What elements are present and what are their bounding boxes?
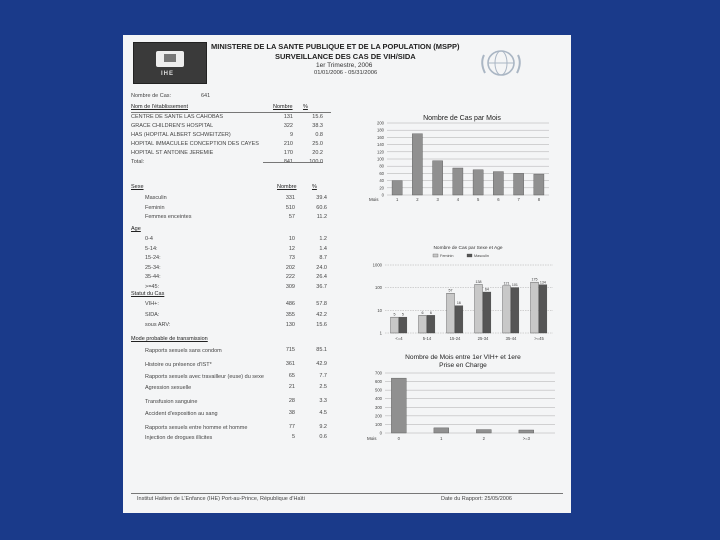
x-tick-label: 1 (395, 197, 399, 202)
ihe-logo (133, 42, 207, 84)
transmission-row-pct: 4.5 (319, 410, 327, 416)
transmission-row-name: Injection de drogues illicites (145, 435, 213, 441)
establishments-row-num: 9 (289, 132, 293, 138)
data-label: 175 (531, 277, 538, 282)
establishments-row-pct: 20.2 (312, 150, 323, 156)
statut-row-name: VIH+: (145, 301, 159, 307)
y-tick-label: 180 (377, 127, 384, 133)
y-tick-label: 80 (379, 163, 384, 169)
report-page (123, 35, 571, 513)
data-label: 138 (475, 279, 482, 284)
y-tick-label: 300 (375, 404, 382, 410)
age-row-pct: 24.0 (316, 264, 327, 271)
establishments-row-num: 131 (283, 114, 293, 120)
legend-swatch (433, 254, 438, 257)
y-tick-label: 140 (377, 142, 384, 148)
bar (503, 286, 511, 333)
bar (419, 315, 427, 333)
age-row-num: 222 (285, 274, 295, 280)
x-tick-label: <=4 (395, 336, 403, 341)
transmission-row-num: 361 (285, 361, 295, 367)
bar (531, 282, 539, 333)
data-label: 5 (401, 312, 404, 317)
bar (412, 134, 422, 195)
sexe-row-num: 331 (285, 195, 295, 201)
bar (476, 430, 491, 433)
x-tick-label: 15-24 (449, 336, 461, 341)
sexe-row-name: Masculin (145, 195, 167, 201)
data-label: 16 (456, 301, 461, 306)
chart-title-line1: Nombre de Mois entre 1er VIH+ et 1ere (405, 354, 521, 361)
chart-cases-sex-age (363, 243, 559, 345)
bar (434, 428, 449, 433)
age-row-num: 73 (288, 255, 295, 261)
establishments-header: Nom de l'établissement (131, 104, 188, 110)
establishments-row-num: 841 (283, 159, 293, 165)
x-tick-label: 2 (482, 436, 485, 441)
age-row-num: 309 (285, 283, 295, 290)
establishments-row-name: GRACE CHILDREN'S HOSPITAL (131, 123, 214, 129)
sexe-row-name: Feminin (145, 204, 165, 211)
transmission-row-num: 5 (291, 434, 295, 440)
establishments-col-pct: % (303, 104, 308, 110)
transmission-row-num: 28 (288, 398, 295, 404)
legend-swatch (467, 254, 472, 257)
data-label: 121 (503, 281, 510, 286)
bar (511, 288, 519, 333)
statut-row-num: 355 (285, 311, 295, 318)
data-label: 134 (539, 280, 546, 285)
y-tick-label: 100 (375, 421, 382, 427)
bar (539, 285, 547, 333)
transmission-row-name: Rapports sexuels avec travailleur (euse) du sexe (145, 374, 264, 380)
x-tick-label: >=3 (522, 436, 530, 441)
x-tick-label: 4 (456, 197, 460, 202)
x-axis-label: Mois (369, 197, 379, 202)
y-tick-label: 600 (375, 379, 382, 385)
sexe-row-pct: 60.6 (316, 204, 327, 211)
age-row-name: 25-34: (145, 264, 161, 271)
y-tick-label: 160 (377, 134, 384, 140)
bar (391, 378, 406, 433)
establishments-row-pct: 15.6 (312, 114, 323, 120)
establishments-row-num: 210 (283, 141, 293, 147)
chart-months-to-care (365, 351, 561, 443)
transmission-row-num: 77 (288, 424, 295, 430)
bar (514, 173, 524, 195)
transmission-row-name: Rapports sexuels entre homme et homme (145, 425, 248, 431)
bar (473, 170, 483, 195)
report-dates: 01/01/2006 - 05/31/2006 (314, 70, 378, 76)
y-tick-label: 20 (379, 185, 384, 191)
transmission-row-pct: 7.7 (319, 373, 327, 379)
transmission-row-num: 65 (288, 373, 295, 379)
logo-text: IHE (161, 71, 175, 77)
transmission-row-pct: 2.5 (319, 384, 327, 390)
bar (534, 174, 544, 195)
y-tick-label: 100 (375, 285, 382, 291)
y-tick-label: 10 (377, 307, 382, 313)
age-header: Age (131, 226, 141, 232)
sexe-row-name: Femmes enceintes (145, 214, 192, 220)
age-row-pct: 26.4 (316, 274, 327, 280)
transmission-header: Mode probable de transmission (131, 336, 208, 342)
y-tick-label: 200 (377, 120, 384, 126)
y-tick-label: 120 (377, 149, 384, 155)
establishments-row-pct: 25.0 (312, 141, 323, 147)
bar (447, 293, 455, 333)
x-tick-label: 8 (537, 197, 541, 202)
y-tick-label: 1000 (372, 262, 382, 268)
y-tick-label: 60 (379, 170, 384, 176)
establishments-col-num: Nombre (273, 104, 293, 110)
establishments-row-name: Total: (131, 159, 145, 165)
transmission-row-num: 715 (285, 347, 295, 353)
table-rule (263, 162, 323, 163)
x-tick-label: 0 (397, 436, 400, 441)
x-tick-label: 7 (517, 197, 520, 202)
statut-row-num: 130 (285, 322, 295, 328)
statut-row-name: SIDA: (145, 311, 160, 318)
y-tick-label: 100 (377, 156, 384, 162)
bar (493, 172, 503, 195)
bar (392, 181, 402, 195)
y-tick-label: 700 (375, 370, 382, 376)
establishments-row-pct: 0.8 (315, 132, 323, 138)
bar (391, 317, 399, 333)
age-row-name: 15-24: (145, 255, 161, 261)
data-label: 5 (393, 312, 396, 317)
y-tick-label: 500 (375, 387, 382, 393)
transmission-row-pct: 3.3 (319, 398, 327, 404)
sexe-col-pct: % (312, 184, 317, 190)
bar (483, 292, 491, 333)
data-label: 6 (429, 310, 432, 315)
age-row-num: 202 (285, 264, 295, 271)
bar (433, 161, 443, 195)
transmission-row-name: Agression sexuelle (145, 385, 192, 391)
bar (399, 317, 407, 333)
sexe-row-num: 57 (288, 214, 295, 220)
transmission-row-name: Accident d'exposition au sang (145, 411, 218, 417)
x-axis-label: Mois (367, 436, 377, 441)
report-period: 1er Trimestre, 2006 (316, 62, 373, 69)
transmission-row-name: Histoire ou présence d'IST* (145, 362, 212, 368)
footer-report-date: Date du Rapport: 25/05/2006 (441, 496, 512, 502)
age-row-pct: 1.4 (319, 245, 327, 252)
transmission-row-name: Rapports sexuels sans condom (145, 348, 222, 354)
report-title: MINISTERE DE LA SANTE PUBLIQUE ET DE LA POPULATION (MSPP) (211, 42, 460, 51)
establishments-row-name: HAS (HOPITAL ALBERT SCHWEITZER) (131, 132, 231, 138)
x-tick-label: 5-14 (422, 336, 432, 341)
age-row-pct: 1.2 (319, 236, 327, 242)
x-tick-label: 35-44 (505, 336, 517, 341)
x-tick-label: 1 (440, 436, 443, 441)
sexe-row-pct: 39.4 (316, 195, 327, 201)
age-row-name: 0-4 (145, 236, 153, 242)
sexe-header: Sexe (131, 184, 144, 190)
establishments-row-name: HOPITAL IMMACULEE CONCEPTION DES CAYES (131, 141, 259, 147)
age-row-num: 10 (288, 236, 295, 242)
statut-header: Statut du Cas (131, 291, 165, 297)
transmission-row-num: 38 (288, 410, 295, 416)
bar (455, 306, 463, 333)
age-row-pct: 36.7 (316, 283, 327, 290)
statut-row-name: sous ARV: (145, 322, 171, 328)
establishments-row-pct: 38.3 (312, 123, 323, 129)
bar (475, 284, 483, 333)
data-label: 101 (511, 283, 518, 288)
establishments-row-pct: 100.0 (309, 159, 323, 165)
chart-title-line2: Prise en Charge (439, 362, 487, 369)
statut-row-pct: 57.8 (316, 301, 327, 307)
y-tick-label: 0 (381, 192, 384, 198)
y-tick-label: 200 (375, 413, 382, 419)
y-tick-label: 400 (375, 396, 382, 402)
statut-row-num: 486 (285, 301, 295, 307)
report-subtitle: SURVEILLANCE DES CAS DE VIH/SIDA (275, 52, 416, 61)
transmission-row-num: 21 (288, 384, 295, 390)
transmission-row-pct: 0.6 (319, 434, 327, 440)
sexe-col-num: Nombre (277, 184, 297, 190)
age-row-name: 5-14: (145, 245, 158, 252)
bar (519, 430, 534, 433)
x-tick-label: 6 (497, 197, 500, 202)
establishments-row-num: 322 (283, 123, 293, 129)
sexe-row-pct: 11.2 (316, 214, 327, 220)
table-rule (131, 112, 331, 113)
transmission-row-pct: 42.9 (316, 361, 327, 367)
transmission-row-pct: 9.2 (319, 424, 327, 430)
bar (453, 168, 463, 195)
transmission-row-name: Transfusion sanguine (145, 399, 198, 405)
x-tick-label: 2 (416, 197, 419, 202)
sexe-row-num: 510 (285, 204, 295, 211)
footer-divider (131, 493, 563, 494)
data-label: 64 (484, 287, 489, 292)
age-row-name: >=45: (145, 283, 160, 290)
legend-label: Feminin (440, 254, 454, 258)
case-count-label: Nombre de Cas: (131, 93, 172, 99)
age-row-name: 35-44: (145, 274, 161, 280)
y-tick-label: 0 (379, 430, 382, 436)
un-logo-icon (475, 47, 527, 79)
chart-title: Nombre de Cas par Sexe et Age (433, 246, 503, 251)
x-tick-label: 5 (476, 197, 480, 202)
chart-title: Nombre de Cas par Mois (423, 115, 501, 122)
x-tick-label: 3 (436, 197, 439, 202)
statut-row-pct: 15.6 (316, 322, 327, 328)
establishments-row-name: CENTRE DE SANTE LAS CAHOBAS (131, 114, 223, 120)
x-tick-label: 25-34 (477, 336, 489, 341)
transmission-row-pct: 85.1 (316, 347, 327, 353)
chart-cases-per-month (367, 113, 557, 207)
case-count-value: 641 (201, 93, 211, 99)
data-label: 57 (448, 288, 453, 293)
x-tick-label: >=45 (534, 336, 544, 341)
footer-institute: Institut Haïtien de L'Enfance (IHE) Port-au-Prince, République d'Haïti (137, 496, 305, 502)
establishments-row-num: 170 (283, 150, 293, 156)
data-label: 6 (421, 310, 424, 315)
age-row-num: 12 (288, 245, 295, 252)
establishments-row-name: HOPITAL ST ANTOINE JEREMIE (131, 150, 214, 156)
age-row-pct: 8.7 (319, 255, 327, 261)
bar (427, 315, 435, 333)
legend-label: Masculin (474, 254, 489, 258)
y-tick-label: 40 (379, 178, 384, 184)
y-tick-label: 1 (379, 330, 382, 336)
statut-row-pct: 42.2 (316, 311, 327, 318)
